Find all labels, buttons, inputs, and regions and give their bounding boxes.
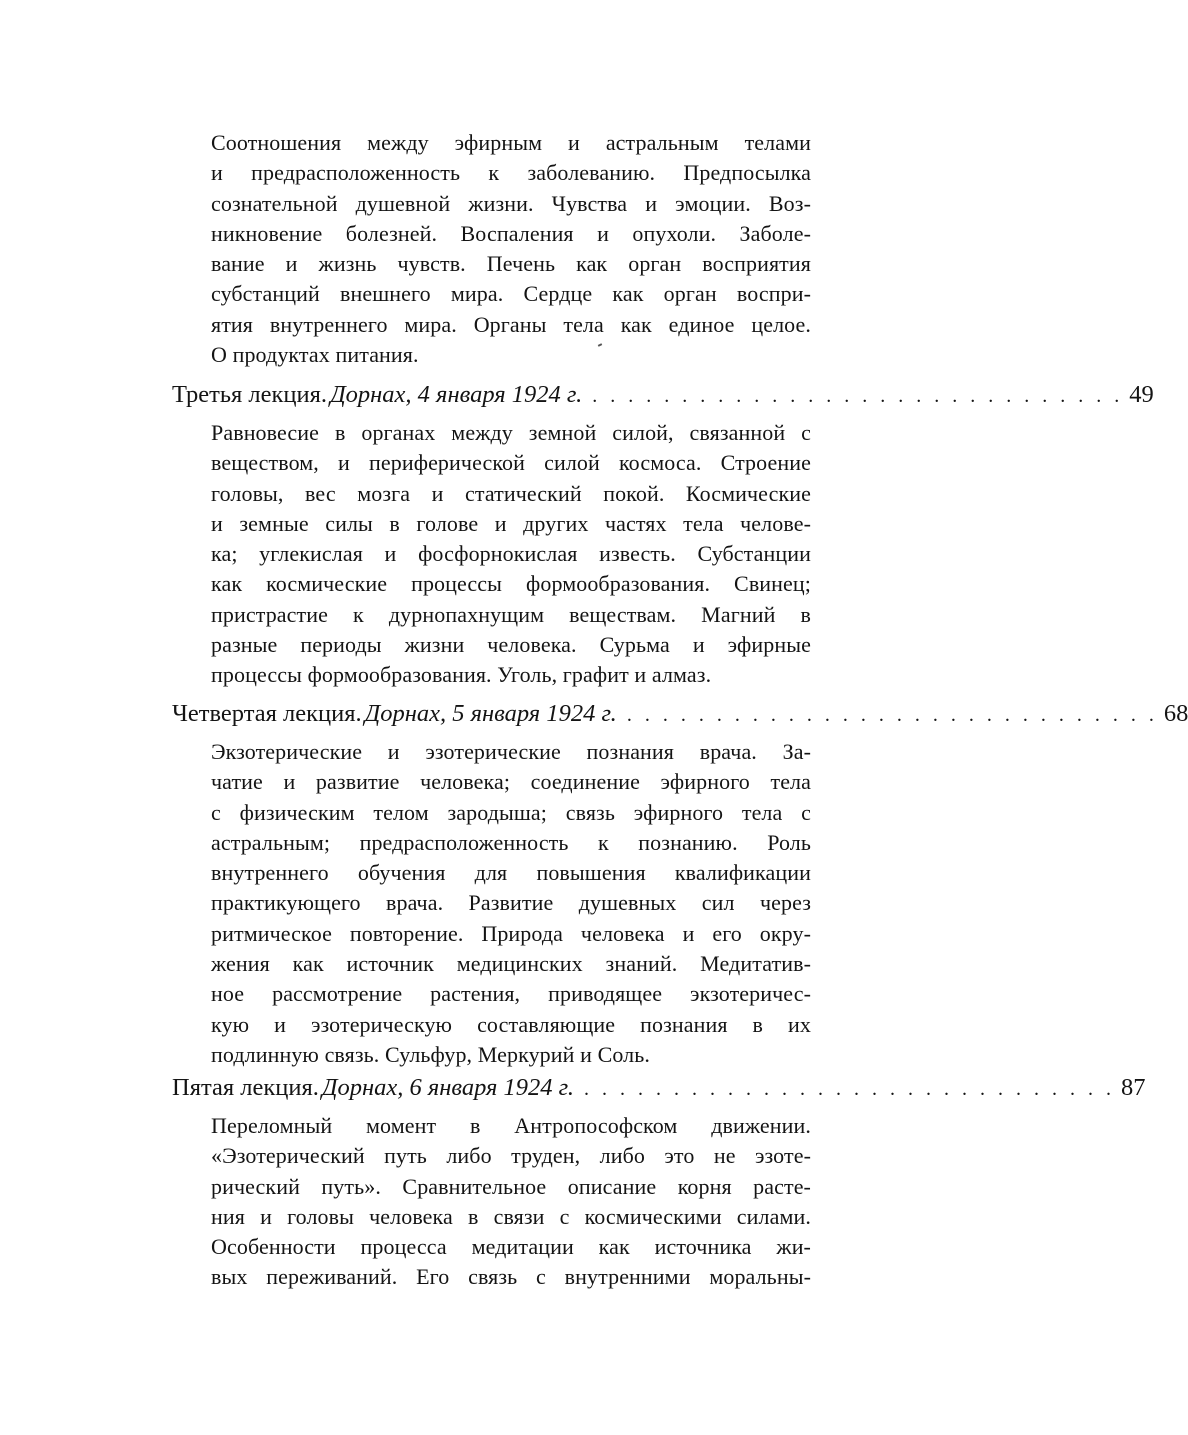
description-line: разные периоды жизни человека. Сурьма и эфирные: [211, 632, 811, 658]
description-line: и предрасположенность к заболеванию. Предпосылка: [211, 160, 811, 186]
toc-entry-heading: [172, 1071, 1146, 1105]
description-line: чатие и развитие человека; соединение эфирного тела: [211, 769, 811, 795]
description-line: внутреннего обучения для повышения квалификации: [211, 860, 811, 886]
description-line: и земные силы в голове и других частях тела челове-: [211, 510, 811, 536]
description-line: «Эзотерический путь либо труден, либо это не эзоте-: [211, 1143, 811, 1169]
lecture-place-date: Дорнах, 4 января 1924 г.: [330, 381, 583, 408]
dot-leader: . . . . . . . . . . . . . . . . . . . . . . . . . . . . . .: [592, 385, 1124, 407]
description-line: ное рассмотрение растения, приводящее экзотеричес-: [211, 981, 811, 1007]
description-line: процессы формообразования. Уголь, графит и алмаз.: [211, 662, 712, 688]
description-line: рический путь». Сравнительное описание корня расте-: [211, 1173, 811, 1199]
description-line: субстанций внешнего мира. Сердце как орган воспри-: [211, 281, 811, 307]
description-line: никновение болезней. Воспаления и опухоли. Заболе-: [211, 220, 811, 246]
lecture-title: Четвертая лекция.: [172, 700, 362, 727]
lecture-description: [211, 418, 811, 691]
description-line: ятия внутреннего мира. Органы тела как единое целое.: [211, 311, 811, 337]
description-line: практикующего врача. Развитие душевных сил через: [211, 890, 811, 916]
page-number: 68: [1163, 700, 1188, 727]
lecture-title: Третья лекция.: [172, 381, 328, 408]
description-line: ритмическое повторение. Природа человека и его окру-: [211, 920, 811, 946]
description-line: ния и головы человека в связи с космическими силами.: [211, 1203, 811, 1229]
dot-leader: . . . . . . . . . . . . . . . . . . . . . . . . . . . . . .: [626, 704, 1158, 726]
description-line: пристрастие к дурнопахнущим веществам. Магний в: [211, 601, 811, 627]
description-line: сознательной душевной жизни. Чувства и эмоции. Воз-: [211, 190, 811, 216]
description-line: Равновесие в органах между земной силой, связанной с: [211, 420, 811, 445]
lecture-description: [211, 737, 811, 1070]
description-line: ка; углекислая и фосфорнокислая известь. Субстанции: [211, 541, 811, 567]
description-line: головы, вес мозга и статический покой. Космические: [211, 480, 811, 506]
toc-entry-heading: [172, 697, 1188, 731]
description-line: кую и эзотерическую составляющие познания в их: [211, 1011, 811, 1037]
description-line: вых переживаний. Его связь с внутренними моральны-: [211, 1264, 811, 1290]
description-line: Особенности процесса медитации как источника жи-: [211, 1234, 811, 1260]
dot-leader: . . . . . . . . . . . . . . . . . . . . . . . . . . . . . .: [584, 1078, 1116, 1100]
description-line: Переломный момент в Антропософском движении.: [211, 1113, 811, 1138]
description-line: жения как источник медицинских знаний. Медитатив-: [211, 951, 811, 977]
description-line: как космические процессы формообразования. Свинец;: [211, 571, 811, 597]
lecture-place-date: Дорнах, 5 января 1924 г.: [364, 700, 617, 727]
description-line: Экзотерические и эзотерические познания врача. За-: [211, 739, 811, 764]
toc-entry-heading: [172, 378, 1154, 412]
lecture-place-date: Дорнах, 6 января 1924 г.: [321, 1074, 575, 1101]
lecture-description: [211, 1111, 811, 1293]
description-line: астральным; предрасположенность к познанию. Роль: [211, 829, 811, 855]
description-line: вание и жизнь чувств. Печень как орган восприятия: [211, 251, 811, 277]
page-number: 49: [1129, 381, 1154, 408]
page-number: 87: [1121, 1074, 1146, 1101]
description-line: веществом, и периферической силой космоса. Строение: [211, 450, 811, 476]
lecture-description: [211, 128, 811, 370]
lecture-title: Пятая лекция.: [172, 1074, 319, 1101]
description-line: О продуктах питания.: [211, 342, 419, 368]
description-line: Соотношения между эфирным и астральным телами: [211, 130, 811, 155]
description-line: подлинную связь. Сульфур, Меркурий и Соль.: [211, 1041, 650, 1067]
description-line: с физическим телом зародыша; связь эфирного тела с: [211, 799, 811, 825]
